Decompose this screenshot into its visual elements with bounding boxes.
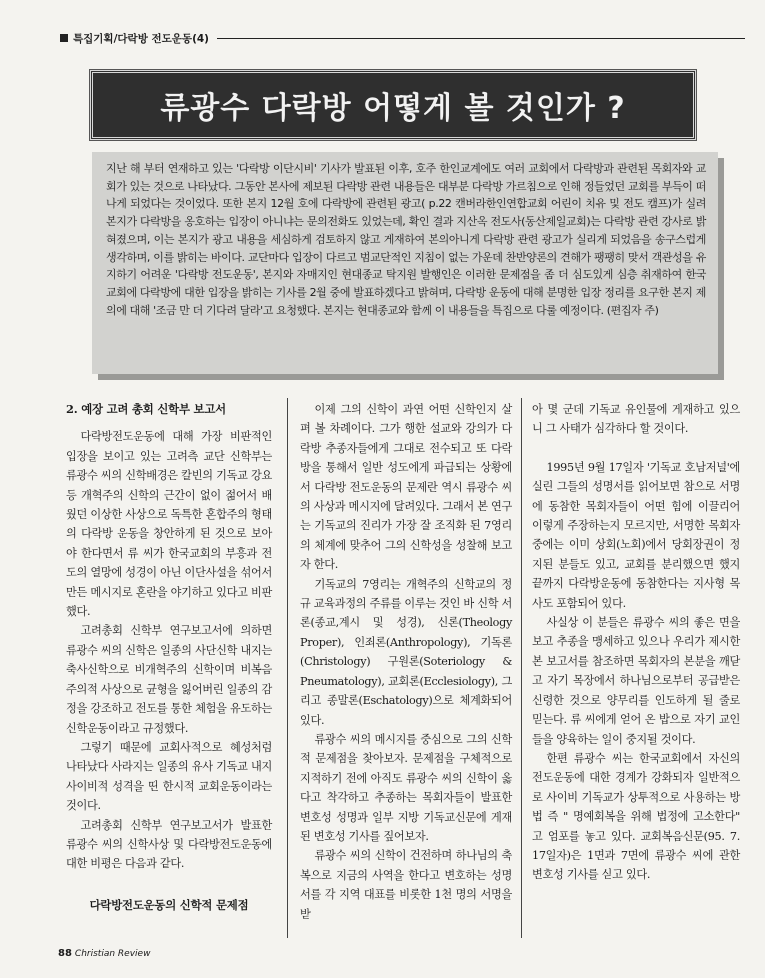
paragraph: 류광수 씨의 메시지를 중심으로 그의 신학적 문제점을 찾아보자. 문제점을 구체적으로 지적하기 전에 아직도 류광수 씨의 신학이 옳다고 착각하고 추종하는 목회자들이 발표한 변호성 성명과 일부 지방 기독교신문에 게재된 변호성 기사를 짚어보자. xyxy=(300,732,512,843)
paragraph: 이제 그의 신학이 과연 어떤 신학인지 살펴 볼 차례이다. 그가 행한 설교와 강의가 다락방 추종자들에게 그대로 전수되고 또 다락방을 통해서 일반 성도에게 파급되는 상황에서 다락방 전도운동의 문제란 역시 류광수 씨의 사상과 메시지에 달려있다. 그래서 본 연구는 기독교의 진리가 가장 잘 조직화 된 7영리의 체계에 맞추어 그의 신학성을 성찰해 보고자 한다. xyxy=(300,403,512,572)
paragraph: 그렇기 때문에 교회사적으로 혜성처럼 나타났다 사라지는 일종의 유사 기독교 내지 사이비적 성격을 띤 한시적 교회운동이라는 것이다. xyxy=(66,740,272,813)
column-2 xyxy=(300,400,512,924)
header-rule xyxy=(217,38,745,39)
editor-note-box xyxy=(92,152,718,374)
paragraph: 기독교의 7영리는 개혁주의 신학교의 정규 교육과정의 주류를 이루는 것인 바 신학 서론(종교,계시 및 성경), 신론(Theology Proper), 인죄론(Anthropology), 기독론(Christology) 구원론(Soteriology & Pneumatology), 교회론(Ecclesiology), 그리고 종말론(Eschatology)으로 체계화되어 있다. xyxy=(300,577,512,727)
paragraph: 사실상 이 분들은 류광수 씨의 좋은 면을 보고 추종을 맹세하고 있으나 우리가 제시한 본 보고서를 참조하면 목회자의 본분을 깨닫고 자기 목장에서 하나님으로부터 공급받은 신령한 것으로 양무리를 인도하게 될 줄로 믿는다. 류 씨에게 얻어 온 밥으로 자기 교인들을 양육하는 일이 중지될 것이다. xyxy=(532,616,740,746)
square-bullet-icon xyxy=(60,34,68,42)
section-header xyxy=(60,30,745,46)
paragraph: 고려총회 신학부 연구보고서가 발표한 류광수 씨의 신학사상 및 다락방전도운동에 대한 비평은 다음과 같다. xyxy=(66,818,272,871)
title-banner xyxy=(90,70,696,140)
page-footer xyxy=(58,948,150,959)
section-heading: 2. 예장 고려 총회 신학부 보고서 xyxy=(66,402,226,416)
paragraph: 다락방전도운동에 대해 가장 비판적인 입장을 보이고 있는 고려측 교단 신학부는 류광수 씨의 신학배경은 칼빈의 기독교 강요 등 개혁주의 신학의 근간이 없이 젊어서 배웠던 이상한 사상으로 독특한 혼합주의 형태의 다락방 운동을 창안하게 된 것으로 보아야 한다면서 류 씨가 한국교회의 부흥과 전도의 열망에 성경이 아닌 이단사설을 섞어서 만든 메시지로 혼란을 야기하고 있다고 비판했다. xyxy=(66,430,272,619)
paragraph: 아 몇 군데 기독교 유인물에 게재하고 있으니 그 사태가 심각하다 할 것이다. xyxy=(532,403,740,436)
paragraph: 한편 류광수 씨는 한국교회에서 자신의 전도운동에 대한 경계가 강화되자 일반적으로 사이비 기독교가 상투적으로 사용하는 방법 즉 " 명예회복을 위해 법정에 고소한다" 고 엄포를 놓고 있다. 교회복음신문(95. 7. 17일자)은 1면과 7면에 류광수 씨에 관한 변호성 기사를 싣고 있다. xyxy=(532,751,740,882)
magazine-name: Christian Review xyxy=(74,949,151,959)
article-title: 류광수 다락방 어떻게 볼 것인가 ? xyxy=(160,91,626,126)
page-number: 88 xyxy=(58,948,72,959)
editor-note-text: 지난 해 부터 연재하고 있는 '다락방 이단시비' 기사가 발표된 이후, 호주 한인교계에도 여러 교회에서 다락방과 관련된 목회자와 교회가 있는 것으로 나타났다. 그동안 본사에 제보된 다락방 관련 내용들은 대부분 다락방 가르침으로 인해 정들었던 교회를 부득이 떠나게 되었다는 것이었다. 또한 본지 12월 호에 다락방에 관련된 광고( p.22 캔버라한인연합교회 어린이 치유 및 전도 캠프)가 실려 본지가 다락방을 옹호하는 입장이 아니냐는 문의전화도 있었는데, 확인 결과 지산옥 전도사(동산제일교회)는 다락방 관련 강사로 밝혀졌으며, 이는 본지가 광고 내용을 세심하게 검토하지 않고 게재하여 본의아니게 다락방 관련 광고가 실리게 되었음을 송구스럽게 생각하며, 이를 밝히는 바이다. 교단마다 입장이 다르고 범교단적인 지침이 없는 가운데 찬반양론의 견해가 팽팽히 맞서 객관성을 유지하기 어려운 '다락방 전도운동', 본지와 자매지인 현대종교 탁지원 발행인은 이러한 문제점을 좀 더 심도있게 심층 취재하여 한국 교회에 다락방에 대한 입장을 밝히는 기사를 2월 중에 발표하겠다고 밝혀며, 다락방 운동에 대해 분명한 입장 정리를 요구한 본지 제의에 대해 '조금 만 더 기다려 달라'고 요청했다. 본지는 현대종교와 함께 이 내용들을 특집으로 다룰 예정이다. (편집자 주) xyxy=(106,162,707,317)
column-3 xyxy=(532,400,740,885)
section-header-text: 특집기획/다락방 전도운동(4) xyxy=(73,32,209,45)
column-divider xyxy=(287,398,288,938)
paragraph: 고려총회 신학부 연구보고서에 의하면 류광수 씨의 신학은 일종의 사단신학 내지는 축사신학으로 비개혁주의 신학이며 비복음주의적 사상으로 균형을 잃어버린 일종의 감정을 강조하고 전도를 통한 체험을 유도하는 신학운동이라고 규정했다. xyxy=(66,624,272,735)
subsection-heading: 다락방전도운동의 신학적 문제점 xyxy=(89,897,249,912)
column-1 xyxy=(66,400,272,923)
column-divider xyxy=(521,398,522,938)
paragraph: 1995년 9월 17일자 '기독교 호남저널'에 실린 그들의 성명서를 읽어보면 참으로 서명에 동참한 목회자들이 어떤 힘에 이끌리어 이렇게 주장하는지 모르지만, 서명한 목회자 중에는 이미 상회(노회)에서 당회장권이 정지된 분들도 있고, 교회를 분리했으면 했지 끝까지 다락방운동에 동참한다는 지사형 목사도 포함되어 있다. xyxy=(532,460,740,610)
paragraph: 류광수 씨의 신학이 건전하며 하나님의 축복으로 지금의 사역을 한다고 변호하는 성명서를 각 지역 대표를 비롯한 1천 명의 서명을 받 xyxy=(300,849,512,921)
